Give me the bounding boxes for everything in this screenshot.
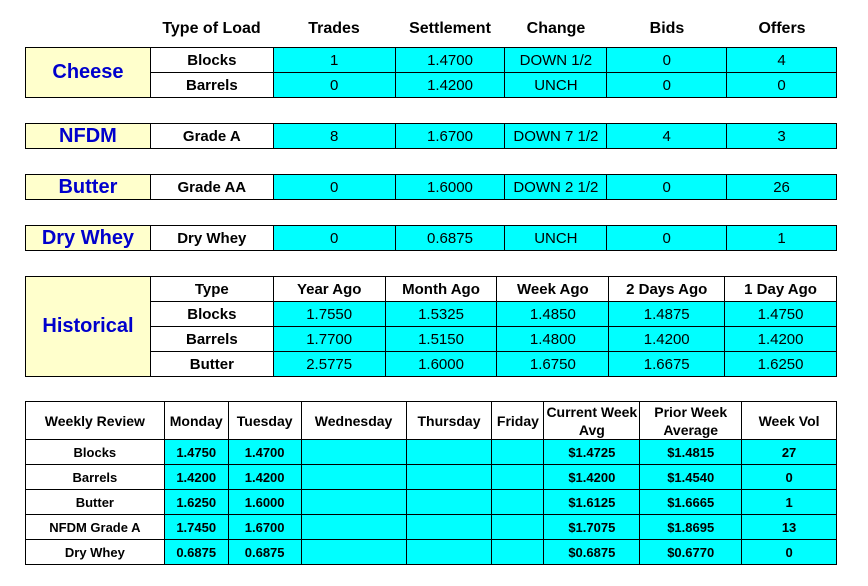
offers-cell: 3 — [727, 124, 837, 149]
header-trades: Trades — [308, 20, 360, 37]
bids-cell: 0 — [607, 48, 727, 73]
change-cell: DOWN 7 1/2 — [505, 124, 607, 149]
value-cell: 1.6250 — [725, 352, 837, 377]
prior-avg-cell: $1.4815 — [640, 440, 742, 465]
table-row — [26, 515, 837, 540]
nfdm-table — [25, 123, 837, 149]
friday-cell — [492, 540, 544, 565]
week-vol-cell: 0 — [742, 465, 837, 490]
value-cell: 1.5150 — [385, 327, 497, 352]
table-row — [26, 48, 837, 73]
thursday-cell — [406, 490, 492, 515]
row-label: NFDM Grade A — [26, 515, 165, 540]
monday-cell: 1.6250 — [164, 490, 228, 515]
wednesday-cell — [301, 515, 406, 540]
week-vol-cell: 27 — [742, 440, 837, 465]
value-cell: 1.6750 — [497, 352, 609, 377]
weekly-header-friday: Friday — [492, 402, 544, 440]
value-cell: 1.4800 — [497, 327, 609, 352]
header-change: Change — [526, 20, 586, 37]
wednesday-cell — [301, 465, 406, 490]
wednesday-cell — [301, 440, 406, 465]
prior-avg-cell: $0.6770 — [640, 540, 742, 565]
prior-avg-cell: $1.6665 — [640, 490, 742, 515]
thursday-cell — [406, 440, 492, 465]
hist-header-year-ago: Year Ago — [273, 277, 385, 302]
current-avg-cell: $0.6875 — [544, 540, 640, 565]
monday-cell: 1.4200 — [164, 465, 228, 490]
weekly-review-table — [25, 401, 837, 565]
value-cell: 1.6675 — [609, 352, 725, 377]
header-settlement: Settlement — [409, 20, 491, 37]
value-cell: 1.6000 — [385, 352, 497, 377]
type-cell: Dry Whey — [150, 226, 273, 251]
trades-cell: 0 — [273, 226, 395, 251]
drywhey-table — [25, 225, 837, 251]
trades-cell: 8 — [273, 124, 395, 149]
value-cell: 1.4750 — [725, 302, 837, 327]
weekly-header-tuesday: Tuesday — [228, 402, 301, 440]
type-cell: Grade AA — [150, 175, 273, 200]
value-cell: 1.7700 — [273, 327, 385, 352]
tuesday-cell: 0.6875 — [228, 540, 301, 565]
change-cell: UNCH — [505, 73, 607, 98]
header-type-of-load: Type of Load — [162, 20, 261, 37]
monday-cell: 1.7450 — [164, 515, 228, 540]
wednesday-cell — [301, 540, 406, 565]
historical-label: Historical — [26, 277, 151, 377]
row-label: Barrels — [26, 465, 165, 490]
table-row — [26, 540, 837, 565]
week-vol-cell: 13 — [742, 515, 837, 540]
monday-cell: 0.6875 — [164, 540, 228, 565]
table-row — [26, 175, 837, 200]
table-row — [26, 490, 837, 515]
offers-cell: 1 — [727, 226, 837, 251]
change-cell: DOWN 2 1/2 — [505, 175, 607, 200]
weekly-header-review: Weekly Review — [26, 402, 165, 440]
change-cell: UNCH — [505, 226, 607, 251]
type-cell: Barrels — [150, 73, 273, 98]
current-avg-cell: $1.6125 — [544, 490, 640, 515]
friday-cell — [492, 465, 544, 490]
friday-cell — [492, 440, 544, 465]
friday-cell — [492, 490, 544, 515]
weekly-header-week-vol: Week Vol — [742, 402, 837, 440]
trades-cell: 0 — [273, 175, 395, 200]
row-label: Blocks — [26, 440, 165, 465]
value-cell: 2.5775 — [273, 352, 385, 377]
hist-header-month-ago: Month Ago — [385, 277, 497, 302]
thursday-cell — [406, 465, 492, 490]
weekly-header-current-avg: Current Week Avg — [544, 402, 640, 440]
friday-cell — [492, 515, 544, 540]
wednesday-cell — [301, 490, 406, 515]
settlement-cell: 1.6700 — [395, 124, 505, 149]
monday-cell: 1.4750 — [164, 440, 228, 465]
type-cell: Grade A — [150, 124, 273, 149]
prior-avg-cell: $1.4540 — [640, 465, 742, 490]
hist-header-type: Type — [150, 277, 273, 302]
drywhey-label: Dry Whey — [26, 226, 151, 251]
week-vol-cell: 0 — [742, 540, 837, 565]
offers-cell: 4 — [727, 48, 837, 73]
header-bids: Bids — [649, 20, 685, 37]
value-cell: 1.7550 — [273, 302, 385, 327]
week-vol-cell: 1 — [742, 490, 837, 515]
thursday-cell — [406, 540, 492, 565]
trades-cell: 0 — [273, 73, 395, 98]
table-row — [26, 440, 837, 465]
weekly-header-monday: Monday — [164, 402, 228, 440]
table-row — [26, 465, 837, 490]
butter-table — [25, 174, 837, 200]
settlement-cell: 0.6875 — [395, 226, 505, 251]
value-cell: 1.4200 — [609, 327, 725, 352]
value-cell: 1.5325 — [385, 302, 497, 327]
type-cell: Blocks — [150, 302, 273, 327]
type-cell: Butter — [150, 352, 273, 377]
offers-cell: 0 — [727, 73, 837, 98]
value-cell: 1.4200 — [725, 327, 837, 352]
bids-cell: 4 — [607, 124, 727, 149]
bids-cell: 0 — [607, 73, 727, 98]
prior-avg-cell: $1.8695 — [640, 515, 742, 540]
trades-cell: 1 — [273, 48, 395, 73]
table-row — [26, 402, 837, 440]
butter-label: Butter — [26, 175, 151, 200]
settlement-cell: 1.6000 — [395, 175, 505, 200]
hist-header-1-day-ago: 1 Day Ago — [725, 277, 837, 302]
thursday-cell — [406, 515, 492, 540]
bids-cell: 0 — [607, 175, 727, 200]
bids-cell: 0 — [607, 226, 727, 251]
change-cell: DOWN 1/2 — [505, 48, 607, 73]
current-avg-cell: $1.4200 — [544, 465, 640, 490]
weekly-header-wednesday: Wednesday — [301, 402, 406, 440]
row-label: Butter — [26, 490, 165, 515]
table-row — [26, 277, 837, 302]
type-cell: Blocks — [150, 48, 273, 73]
type-cell: Barrels — [150, 327, 273, 352]
settlement-cell: 1.4700 — [395, 48, 505, 73]
weekly-header-thursday: Thursday — [406, 402, 492, 440]
nfdm-label: NFDM — [26, 124, 151, 149]
header-offers: Offers — [758, 20, 806, 37]
historical-table — [25, 276, 837, 377]
cheese-table — [25, 47, 837, 98]
tuesday-cell: 1.6700 — [228, 515, 301, 540]
value-cell: 1.4875 — [609, 302, 725, 327]
tuesday-cell: 1.6000 — [228, 490, 301, 515]
value-cell: 1.4850 — [497, 302, 609, 327]
weekly-header-prior-avg: Prior Week Average — [640, 402, 742, 440]
tuesday-cell: 1.4200 — [228, 465, 301, 490]
hist-header-2-days-ago: 2 Days Ago — [609, 277, 725, 302]
table-row — [26, 124, 837, 149]
hist-header-week-ago: Week Ago — [497, 277, 609, 302]
cheese-label: Cheese — [26, 48, 151, 98]
settlement-cell: 1.4200 — [395, 73, 505, 98]
table-row — [26, 226, 837, 251]
current-avg-cell: $1.7075 — [544, 515, 640, 540]
tuesday-cell: 1.4700 — [228, 440, 301, 465]
current-avg-cell: $1.4725 — [544, 440, 640, 465]
row-label: Dry Whey — [26, 540, 165, 565]
offers-cell: 26 — [727, 175, 837, 200]
